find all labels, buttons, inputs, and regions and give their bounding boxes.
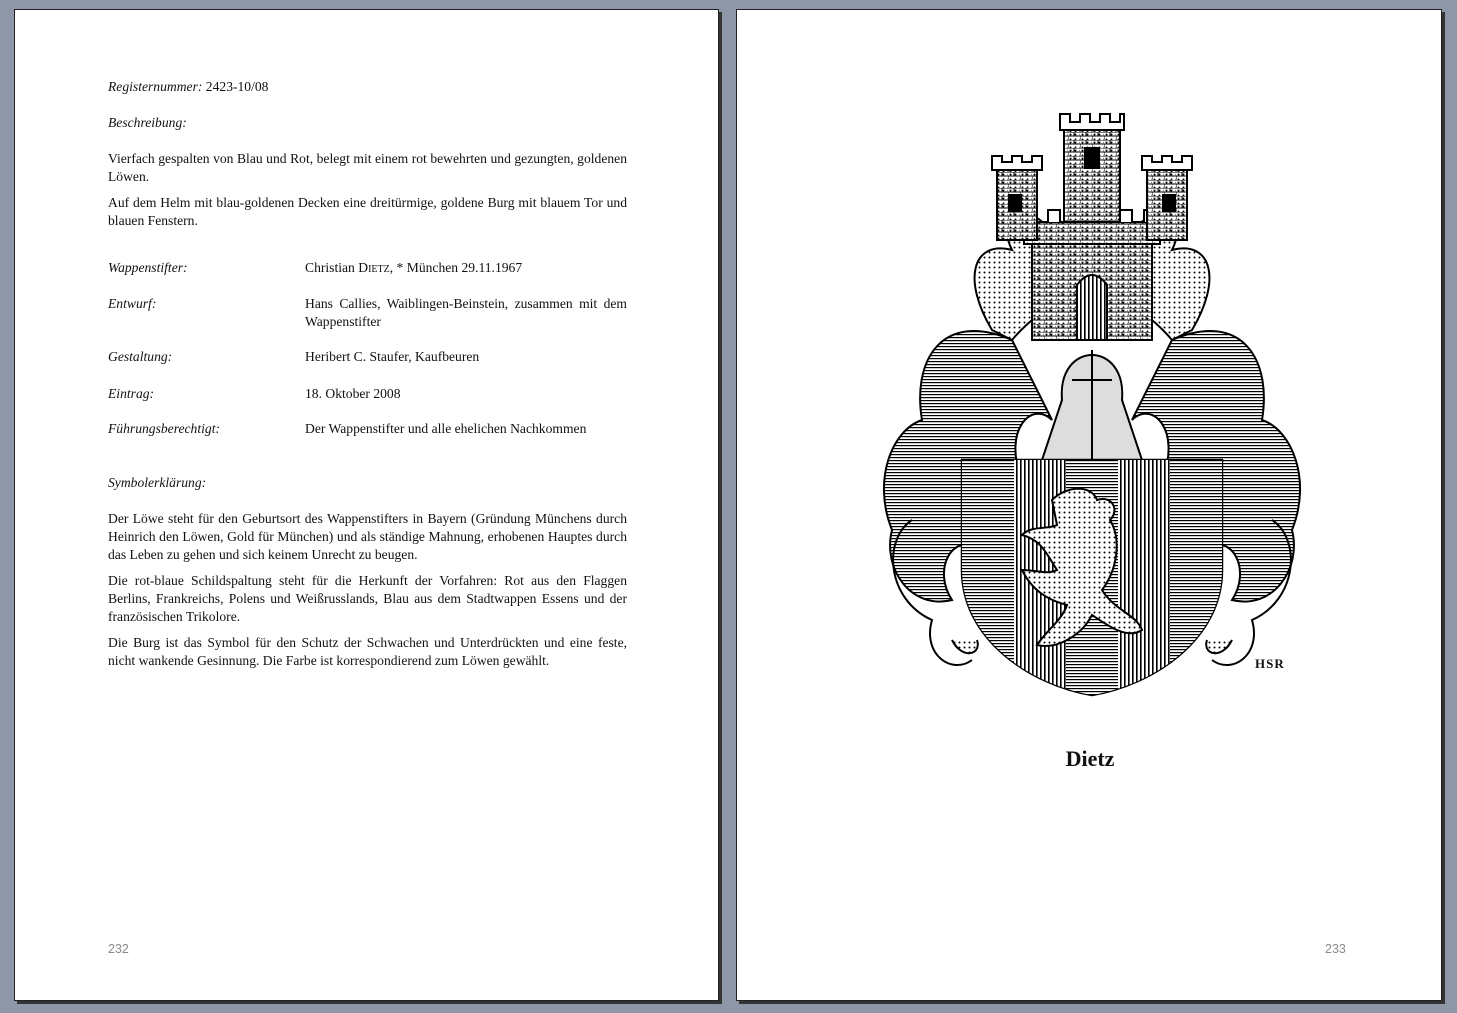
- page-number-left: 232: [108, 942, 129, 956]
- description-paragraph: Vierfach gespalten von Blau und Rot, belegt mit einem rot bewehrten und gezungten, goldenen Löwen.: [108, 151, 627, 184]
- field-value: Hans Callies, Waiblingen-Beinstein, zusammen mit dem Wappenstifter: [305, 296, 627, 329]
- field-value: Heribert C. Staufer, Kaufbeuren: [305, 349, 480, 364]
- symbol-heading: Symbolerklärung:: [108, 475, 207, 490]
- register-label: Registernummer: [108, 79, 198, 94]
- shield: [962, 460, 1222, 700]
- page-number-right: 233: [1325, 942, 1346, 956]
- symbol-paragraph: Die Burg ist das Symbol für den Schutz der Schwachen und Unterdrückten und eine feste, nicht wankende Gesinnung. Die Farbe ist korrespondierend zum Löwen gewählt.: [108, 635, 627, 668]
- symbol-paragraph: Die rot-blaue Schildspaltung steht für die Herkunft der Vorfahren: Rot aus den Flaggen Berlins, Frankreichs, Polens und Weißrusslands, Blau aus dem Stadtwappen Essens und der französischen Trikolore.: [108, 573, 627, 624]
- field-value: Christian Dietz, * München 29.11.1967: [305, 260, 523, 275]
- symbol-paragraph: Der Löwe steht für den Geburtsort des Wappenstifters in Bayern (Gründung Münchens durch Heinrich den Löwen, Gold für München) und als ständige Mahnung, erhobenen Hauptes durch das Leben zu gehen und sich keinem Unrecht zu beugen.: [108, 511, 627, 562]
- page-left: Registernummer: 2423-10/08 Beschreibung: Vierfach gespalten von Blau und Rot, belegt mit einem rot bewehrten und gezungten, goldenen Löwen. Auf dem Helm mit blau-goldenen Decken eine dreitürmige, goldene Burg mit blauem Tor und blauen Fenstern. Wappenstifter: Christian Dietz, * München 29.11.1967 Entwurf: Hans Callies, Waiblingen-Beinstein, zusammen mit dem Wappenstifter Gestaltung: Heribert C. Staufer, Kaufbeuren Eintrag: 18. Oktober 2008 Führungsberechtigt: Der Wappenstifter und alle ehelichen Nachkommen Symbolerklärung: Der Löwe steht für den Geburtsort des Wappenstifters in Bayern (Gründung Münchens durch Heinrich den Löwen, Gold für München) und als ständige Mahnung, erhobenen Hauptes durch das Leben zu gehen und sich keinem Unrecht zu beugen. Die rot-blaue Schildspaltung steht für die Herkunft der Vorfahren: Rot aus den Flaggen Berlins, Frankreichs, Polens und Weißrusslands, Blau aus dem Stadtwappen Essens und der französischen Trikolore. Die Burg ist das Symbol für den Schutz der Schwachen und Unterdrückten und eine feste, nicht wankende Gesinnung. Die Farbe ist korrespondierend zum Löwen gewählt. 232: [14, 9, 719, 1001]
- crest-title: Dietz: [1065, 746, 1115, 771]
- helmet: [1042, 350, 1142, 460]
- artist-monogram: HSR: [1255, 656, 1285, 671]
- page-right: [736, 9, 1442, 1001]
- register-value: 2423-10/08: [205, 79, 269, 94]
- beschreibung-heading: Beschreibung:: [108, 115, 187, 130]
- description-block: [108, 150, 627, 230]
- field-value: Der Wappenstifter und alle ehelichen Nachkommen: [305, 421, 587, 436]
- register-line: Registernummer: 2423-10/08: [108, 79, 269, 94]
- symbol-block: [108, 510, 627, 670]
- description-paragraph: Auf dem Helm mit blau-goldenen Decken eine dreitürmige, goldene Burg mit blauem Tor und blauen Fenstern.: [108, 195, 627, 228]
- coat-of-arms-image: [852, 100, 1332, 700]
- field-value: 18. Oktober 2008: [305, 386, 401, 401]
